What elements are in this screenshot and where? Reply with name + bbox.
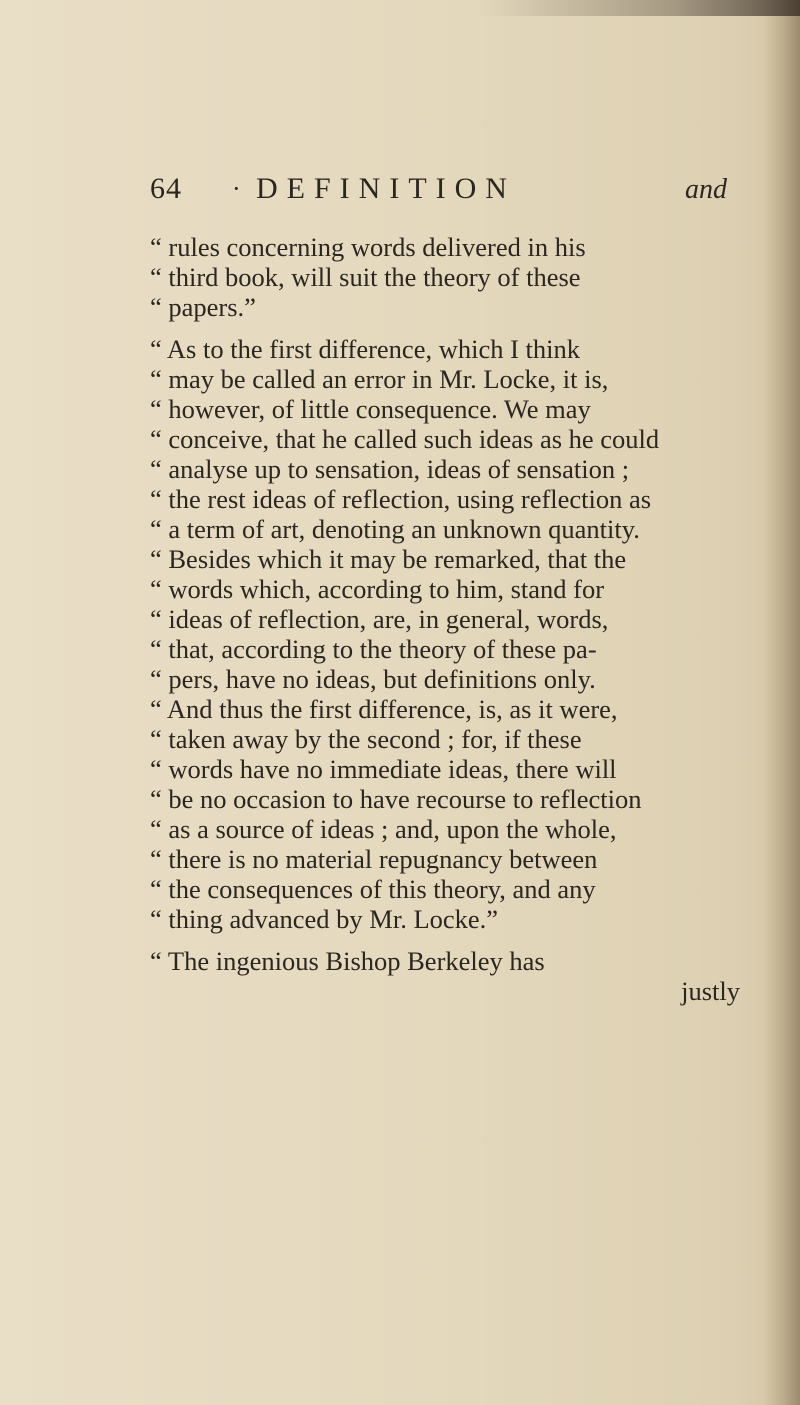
text-line: “ thing advanced by Mr. Locke.” xyxy=(150,904,499,934)
text-line: “ the consequences of this theory, and any xyxy=(150,874,596,904)
text-line: “ however, of little consequence. We may xyxy=(150,394,591,424)
text-line: “ papers.” xyxy=(150,292,256,322)
body-text xyxy=(150,232,780,1006)
text-line: “ be no occasion to have recourse to reflection xyxy=(150,784,642,814)
running-title-suffix: and xyxy=(685,174,727,205)
header-dot: · xyxy=(232,174,241,203)
page-number: 64 xyxy=(150,172,182,205)
page-corner-shadow xyxy=(480,0,800,16)
text-line: “ As to the first difference, which I think xyxy=(150,334,581,364)
text-line: “ pers, have no ideas, but definitions only. xyxy=(150,664,596,694)
running-header xyxy=(150,172,750,216)
text-line: “ ideas of reflection, are, in general, words, xyxy=(150,604,609,634)
text-line: “ as a source of ideas ; and, upon the whole, xyxy=(150,814,617,844)
text-line: “ conceive, that he called such ideas as he could xyxy=(150,424,660,454)
catchword: justly xyxy=(681,976,740,1006)
running-title: DEFINITION xyxy=(256,172,516,205)
text-line: “ The ingenious Bishop Berkeley has xyxy=(150,946,545,976)
text-line: “ a term of art, denoting an unknown quantity. xyxy=(150,514,640,544)
text-line: “ rules concerning words delivered in his xyxy=(150,232,586,262)
text-line: “ may be called an error in Mr. Locke, it is, xyxy=(150,364,609,394)
text-line: “ analyse up to sensation, ideas of sensation ; xyxy=(150,454,630,484)
text-line: “ And thus the first difference, is, as it were, xyxy=(150,694,618,724)
text-line: “ the rest ideas of reflection, using reflection as xyxy=(150,484,652,514)
text-line: “ there is no material repugnancy between xyxy=(150,844,598,874)
text-line: “ third book, will suit the theory of these xyxy=(150,262,581,292)
text-line: “ Besides which it may be remarked, that the xyxy=(150,544,627,574)
text-line: “ that, according to the theory of these pa- xyxy=(150,634,597,664)
text-line: “ words which, according to him, stand for xyxy=(150,574,605,604)
text-line: “ taken away by the second ; for, if these xyxy=(150,724,582,754)
text-line: “ words have no immediate ideas, there will xyxy=(150,754,617,784)
